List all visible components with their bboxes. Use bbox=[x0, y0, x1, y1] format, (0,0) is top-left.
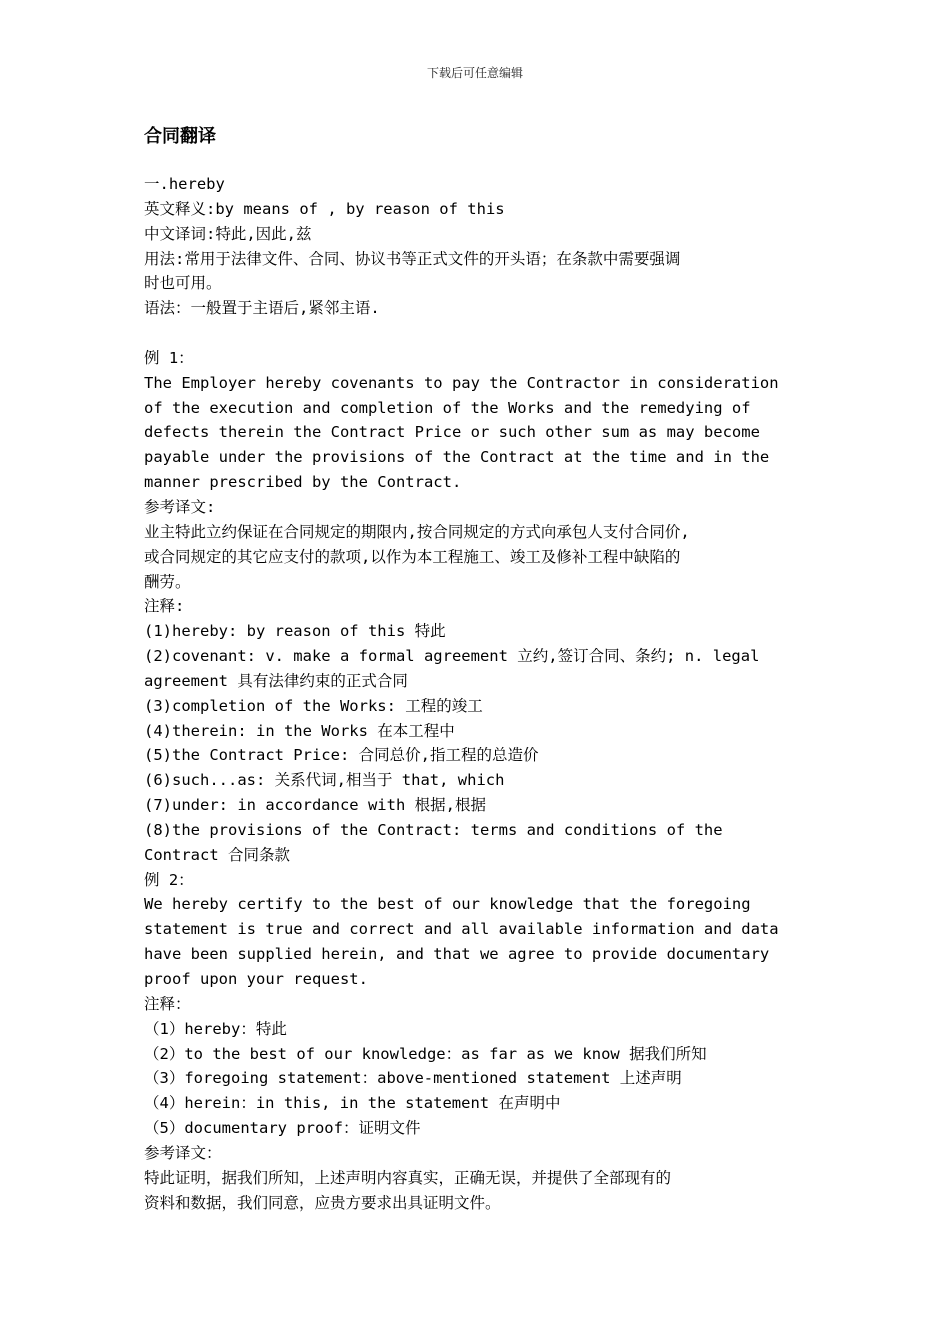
reference-translation-line: 或合同规定的其它应支付的款项,以作为本工程施工、竣工及修补工程中缺陷的 bbox=[144, 547, 681, 566]
reference-translation-line: 特此证明，据我们所知，上述声明内容真实，正确无误，并提供了全部现有的 bbox=[144, 1168, 672, 1187]
reference-translation-line: 业主特此立约保证在合同规定的期限内,按合同规定的方式向承包人支付合同价, bbox=[144, 522, 690, 541]
reference-translation-label: 参考译文： bbox=[144, 1143, 222, 1162]
example-english-line: payable under the provisions of the Contract at the time and in the bbox=[144, 448, 770, 467]
example-english-line: The Employer hereby covenants to pay the Contractor in consideration bbox=[144, 373, 779, 392]
note-line: (7)under: in accordance with 根据,根据 bbox=[144, 796, 486, 815]
notes-label: 注释: bbox=[144, 597, 185, 616]
example-english-line: We hereby certify to the best of our knowledge that the foregoing bbox=[144, 895, 751, 914]
example-english-line: of the execution and completion of the Works and the remedying of bbox=[144, 398, 751, 417]
chinese-definition: 中文译词:特此,因此,兹 bbox=[144, 224, 312, 243]
document-body bbox=[144, 172, 824, 1215]
document-title: 合同翻译 bbox=[144, 126, 216, 147]
note-line: (1)hereby: by reason of this 特此 bbox=[144, 622, 446, 641]
note-line: （4）herein：in this, in the statement 在声明中 bbox=[144, 1094, 561, 1113]
example-label: 例 1： bbox=[144, 348, 194, 367]
note-line: (8)the provisions of the Contract: terms and conditions of the bbox=[144, 820, 723, 839]
reference-translation-line: 酬劳。 bbox=[144, 572, 191, 591]
example-1 bbox=[144, 346, 824, 868]
reference-translation-line: 资料和数据，我们同意，应贵方要求出具证明文件。 bbox=[144, 1193, 501, 1212]
note-line: (5)the Contract Price: 合同总价,指工程的总造价 bbox=[144, 746, 539, 765]
note-line: (4)therein: in the Works 在本工程中 bbox=[144, 721, 455, 740]
note-line: Contract 合同条款 bbox=[144, 845, 290, 864]
example-english-line: proof upon your request. bbox=[144, 970, 368, 988]
note-line: (3)completion of the Works: 工程的竣工 bbox=[144, 696, 483, 715]
usage-line: 用法:常用于法律文件、合同、协议书等正式文件的开头语；在条款中需要强调 bbox=[144, 249, 681, 268]
example-2 bbox=[144, 868, 824, 1216]
note-line: (2)covenant: v. make a formal agreement 立约,签订合同、条约; n. legal bbox=[144, 647, 760, 666]
note-line: （3）foregoing statement：above-mentioned statement 上述声明 bbox=[144, 1069, 682, 1088]
usage-line: 时也可用。 bbox=[144, 274, 222, 293]
example-english-line: manner prescribed by the Contract. bbox=[144, 473, 462, 492]
grammar-line: 语法：一般置于主语后,紧邻主语. bbox=[144, 299, 380, 318]
note-line: （5）documentary proof：证明文件 bbox=[144, 1119, 421, 1138]
note-line: (6)such...as: 关系代词,相当于 that, which bbox=[144, 771, 505, 790]
section-hereby bbox=[144, 172, 824, 321]
section-heading: 一.hereby bbox=[144, 175, 225, 193]
spacer bbox=[144, 321, 824, 346]
note-line: agreement 具有法律约束的正式合同 bbox=[144, 671, 408, 690]
example-english-line: have been supplied herein, and that we agree to provide documentary bbox=[144, 945, 770, 964]
example-english-line: defects therein the Contract Price or such other sum as may become bbox=[144, 423, 760, 442]
english-definition: 英文释义:by means of , by reason of this bbox=[144, 199, 505, 218]
reference-translation-label: 参考译文: bbox=[144, 497, 216, 516]
notes-label: 注释： bbox=[144, 994, 191, 1013]
note-line: （1）hereby：特此 bbox=[144, 1019, 287, 1038]
page-header: 下载后可任意编辑 bbox=[426, 66, 523, 80]
note-line: （2）to the best of our knowledge：as far as we know 据我们所知 bbox=[144, 1044, 707, 1063]
example-english-line: statement is true and correct and all available information and data bbox=[144, 920, 779, 939]
example-label: 例 2： bbox=[144, 870, 194, 889]
